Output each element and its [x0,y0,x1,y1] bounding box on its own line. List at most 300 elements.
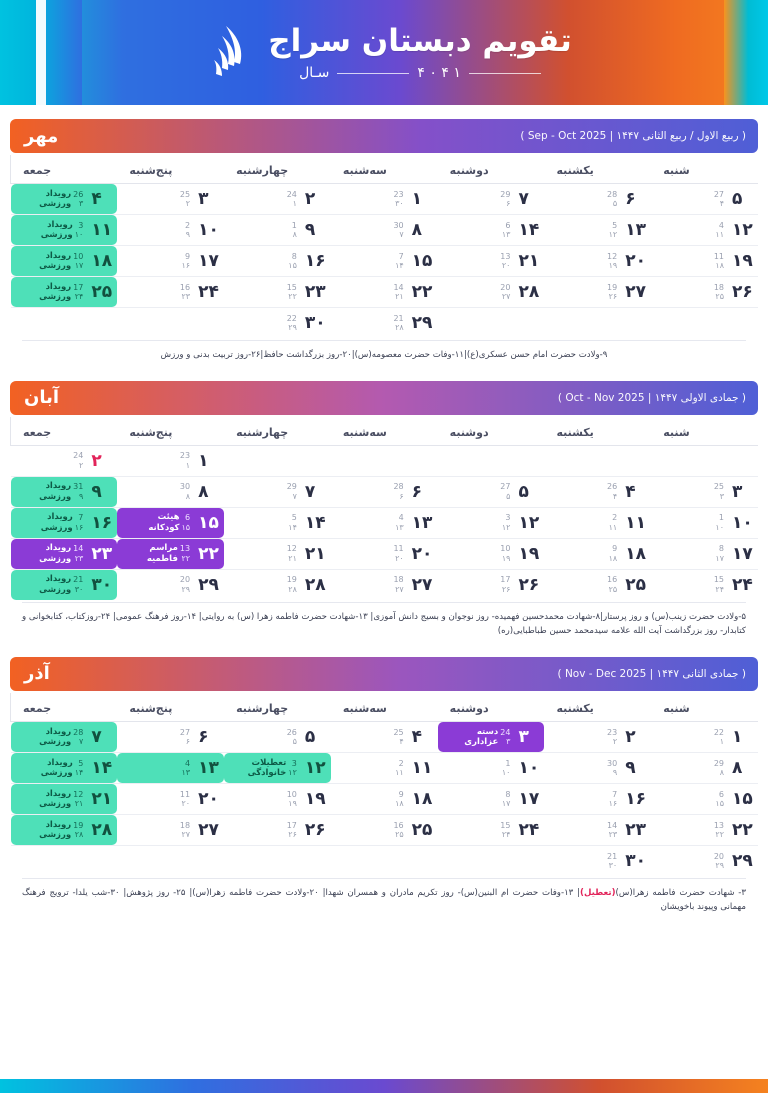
day-cell[interactable] [11,538,118,569]
day-cell[interactable] [651,476,758,507]
day-cell[interactable] [11,721,118,752]
day-cell[interactable] [438,184,545,215]
day-cell-inner [651,446,758,476]
day-cell-inner [331,246,438,276]
day-cell[interactable] [331,845,438,876]
day-number-jalali: ۲۳ [304,282,326,302]
day-cell[interactable] [651,246,758,277]
month-table [10,693,758,876]
day-cell[interactable] [331,507,438,538]
day-cell[interactable] [438,783,545,814]
day-number-jalali: ۵ [304,726,316,747]
day-number-jalali: ۷ [91,726,102,747]
day-number-jalali: ۱۷ [732,543,753,564]
day-cell[interactable] [11,215,118,246]
day-cell[interactable] [651,308,758,339]
day-cell[interactable] [331,783,438,814]
day-cell-inner [331,184,438,214]
month-notes-holiday-tag: (تعطیل) [580,887,616,898]
day-cell-inner [438,815,545,845]
day-cell[interactable] [224,814,331,845]
week-row [11,814,759,845]
day-event-label: رویداد ورزشی [39,726,72,747]
day-number-secondary: 26 ۳ [73,189,84,208]
week-row [11,569,759,600]
weekday-header: دوشنبه [438,417,545,446]
day-number-secondary: 28 ۶ [393,482,404,501]
day-cell-inner [224,846,331,876]
week-row [11,445,759,476]
day-cell-inner [224,446,331,476]
day-cell-inner [544,570,651,600]
day-cell-inner [331,722,438,752]
day-cell-inner [117,846,224,876]
day-cell[interactable] [11,569,118,600]
day-number-secondary: 1 ۸ [291,220,297,239]
month-notes: ۹-ولادت حضرت امام حسن عسکری(ع)|۱۱-وفات حضرت معصومه(س)|۲۰-روز بزرگداشت حافظ|۲۶-روز تربیت بدنی و ورزش [160,350,608,360]
day-cell[interactable] [224,476,331,507]
day-cell-inner [438,753,545,783]
day-number-jalali: ۱۱ [411,757,433,778]
day-cell-inner [544,753,651,783]
day-number-secondary: 21 ۳۰ [73,575,84,594]
day-number-jalali: ۱۶ [304,251,326,271]
day-cell[interactable] [224,507,331,538]
day-cell-inner [651,277,758,307]
day-number-secondary: 16 ۲۳ [179,282,191,301]
day-cell-inner [331,846,438,876]
day-cell[interactable] [117,215,224,246]
day-cell-inner [11,308,118,338]
day-cell[interactable] [331,308,438,339]
day-number-jalali: ۱۸ [91,251,113,271]
day-number-secondary: 7 ۱۶ [74,513,84,532]
year-label: سـال [299,65,330,82]
day-number-secondary: 28 ۵ [607,189,618,208]
day-cell-inner [438,784,545,814]
day-number-secondary: 10 ۱۷ [73,251,84,270]
day-number-secondary: 5 ۱۴ [74,758,84,777]
day-cell-inner [544,246,651,276]
day-cell[interactable] [224,783,331,814]
day-cell[interactable] [117,814,224,845]
day-number-jalali: ۴ [411,726,423,747]
day-cell[interactable] [11,308,118,339]
day-event-label: رویداد ورزشی [39,281,72,302]
day-cell[interactable] [224,752,331,783]
month-subtitle: ( ربیع الاول / ربیع الثانی ۱۴۴۷ | Sep - Oct 2025 ) [520,130,746,142]
day-number-secondary: 12 ۲۱ [73,789,84,808]
day-cell[interactable] [544,538,651,569]
day-cell-inner [224,815,331,845]
day-cell[interactable] [11,507,118,538]
day-cell[interactable] [117,277,224,308]
day-cell[interactable] [544,569,651,600]
day-cell[interactable] [651,783,758,814]
day-number-secondary: 9 ۱۶ [181,251,191,270]
weekday-header: چهارشنبه [224,155,331,184]
weekday-header: پنج‌شنبه [117,693,224,722]
day-cell[interactable] [651,215,758,246]
day-number-jalali: ۱۳ [625,220,646,240]
day-cell[interactable] [331,814,438,845]
month-name: مهر [24,125,59,147]
day-cell[interactable] [544,845,651,876]
day-cell[interactable] [11,845,118,876]
day-cell[interactable] [438,538,545,569]
day-cell[interactable] [11,277,118,308]
day-cell[interactable] [117,308,224,339]
day-cell[interactable] [117,538,224,569]
day-cell[interactable] [651,445,758,476]
day-number-secondary: 3 ۱۲ [288,758,297,777]
day-cell[interactable] [331,215,438,246]
day-cell-inner [438,508,545,538]
day-cell[interactable] [331,721,438,752]
day-cell[interactable] [331,184,438,215]
day-number-secondary: 20 ۲۹ [179,575,191,594]
day-number-secondary: 14 ۲۱ [393,282,404,301]
day-cell[interactable] [331,752,438,783]
day-number-jalali: ۹ [91,481,102,502]
day-number-jalali: ۸ [411,220,423,240]
day-number-secondary: 15 ۲۲ [286,282,297,301]
weekday-header: شنبه [651,693,758,722]
day-cell-inner [331,570,438,600]
day-number-secondary: 30 ۹ [607,758,618,777]
weekday-header-row [11,693,759,722]
weekday-header: دوشنبه [438,693,545,722]
weekday-header: یکشنبه [544,693,651,722]
day-cell-event [11,477,118,507]
day-number-secondary: 24 ۲ [73,451,84,470]
day-number-secondary: 27 ۶ [179,727,191,746]
month-header [10,119,758,153]
day-cell[interactable] [117,569,224,600]
day-cell-inner [438,539,545,569]
day-number-secondary: 7 ۱۴ [395,251,404,270]
day-cell[interactable] [224,184,331,215]
day-number-secondary: 26 ۵ [286,727,297,746]
day-cell[interactable] [224,845,331,876]
month-block [10,119,758,367]
day-cell[interactable] [438,721,545,752]
day-cell[interactable] [117,476,224,507]
month-name: آذر [24,663,50,685]
day-cell[interactable] [651,569,758,600]
day-cell[interactable] [11,783,118,814]
page-header [0,0,768,105]
title-block [268,24,572,82]
day-number-jalali: ۱۸ [625,543,646,564]
day-cell[interactable] [224,215,331,246]
month-notes: ۵-ولادت حضرت زینب(س) و روز پرستار|۸-شهادت محمدحسین فهمیده- روز نوجوان و بسیج دانش آموزی| ۱۳-شهادت حضرت فاطمه زهرا (س) به روایتی| ۱۴-روز فرهنگ عمومی| ۲۴-روزکتاب، کتابخوانی و کتابدار- روز بزرگداشت آیت الله علامه سیدمحمد حسین طباطبایی(ره) [22,611,746,637]
day-number-secondary: 8 ۱۵ [288,251,297,270]
day-event-label: رویداد ورزشی [40,219,73,240]
day-cell-inner [651,784,758,814]
day-cell-event [11,539,118,569]
day-cell[interactable] [117,845,224,876]
week-row [11,277,759,308]
day-cell-inner [438,277,545,307]
day-cell[interactable] [224,246,331,277]
day-cell[interactable] [651,507,758,538]
day-number-secondary: 4 ۱۳ [181,758,191,777]
day-number-jalali: ۱۰ [518,757,540,778]
day-cell[interactable] [117,721,224,752]
day-number-secondary: 28 ۷ [73,727,84,746]
day-cell[interactable] [331,476,438,507]
day-cell[interactable] [438,507,545,538]
day-cell-event [11,722,118,752]
day-cell[interactable] [117,445,224,476]
week-row [11,783,759,814]
day-cell[interactable] [11,184,118,215]
day-cell[interactable] [544,507,651,538]
day-cell[interactable] [438,569,545,600]
day-cell[interactable] [544,783,651,814]
weekday-header-row [11,155,759,184]
day-cell[interactable] [438,246,545,277]
day-cell[interactable] [331,569,438,600]
day-cell[interactable] [438,215,545,246]
day-cell[interactable] [438,308,545,339]
month-subtitle: ( جمادی الاولی ۱۴۴۷ | Oct - Nov 2025 ) [557,391,746,404]
month-block [10,657,758,919]
day-cell[interactable] [544,814,651,845]
day-number-secondary: 14 ۲۳ [607,820,618,839]
day-cell-inner [331,277,438,307]
week-row [11,538,759,569]
day-number-jalali: ۶ [198,726,209,747]
day-cell-inner [117,570,224,600]
day-number-jalali: ۲۹ [198,574,219,595]
day-number-jalali: ۶ [625,189,636,209]
day-cell-inner [331,753,438,783]
day-number-secondary: 23 ۳۰ [393,189,404,208]
day-number-secondary: 11 ۲۰ [179,789,191,808]
day-number-jalali: ۲۲ [198,543,219,564]
weekday-header: دوشنبه [438,155,545,184]
month-name: آبان [24,387,60,409]
seraj-leaf-logo-icon [196,22,252,84]
day-cell-event [117,539,224,569]
day-cell-inner [331,446,438,476]
day-number-jalali: ۱۵ [198,512,219,533]
day-cell[interactable] [544,445,651,476]
week-row [11,308,759,339]
day-number-secondary: 8 ۱۷ [715,544,724,563]
day-cell[interactable] [544,184,651,215]
day-number-secondary: 22 ۱ [713,727,724,746]
day-number-jalali: ۱۳ [198,757,219,778]
day-number-secondary: 13 ۲۲ [713,820,724,839]
day-cell[interactable] [438,814,545,845]
day-cell[interactable] [438,845,545,876]
day-number-secondary: 18 ۲۷ [393,575,404,594]
day-number-secondary: 12 ۱۹ [607,251,618,270]
day-number-secondary: 29 ۷ [286,482,297,501]
day-cell-inner [438,184,545,214]
day-number-jalali: ۱۰ [732,512,753,533]
day-number-jalali: ۱۵ [732,788,753,809]
day-cell-inner [651,815,758,845]
day-number-secondary: 21 ۳۰ [607,851,618,870]
day-cell[interactable] [438,752,545,783]
day-cell[interactable] [544,752,651,783]
day-cell-event [224,753,331,783]
day-number-jalali: ۲۰ [625,251,646,271]
day-cell-inner [224,215,331,245]
day-cell[interactable] [331,445,438,476]
day-cell[interactable] [438,277,545,308]
day-number-secondary: 17 ۲۶ [286,820,297,839]
day-cell-inner [117,815,224,845]
day-cell-inner [651,753,758,783]
day-cell[interactable] [651,721,758,752]
day-number-jalali: ۱۸ [411,788,433,809]
day-cell-inner [224,246,331,276]
day-cell[interactable] [224,277,331,308]
day-cell[interactable] [11,814,118,845]
day-number-jalali: ۲۷ [625,282,646,302]
day-number-jalali: ۱۲ [732,220,753,240]
day-cell-inner [438,308,545,338]
day-number-secondary: 31 ۹ [73,482,84,501]
day-cell-inner [438,846,545,876]
day-cell[interactable] [651,845,758,876]
day-number-jalali: ۳ [732,481,743,502]
day-event-label: رویداد ورزشی [39,819,72,840]
weekday-header: پنج‌شنبه [117,417,224,446]
day-cell-inner [544,277,651,307]
day-cell[interactable] [224,569,331,600]
month-notes-post: | ۱۳-وفات حضرت ام البنین(س)- روز تکریم مادران و همسران شهدا| ۲۰-ولادت حضرت فاطمه زهرا(س)| ۲۵- روز پژوهش| ۳۰-شب یلدا- ترویج فرهنگ مهمانی وپیوند باخویشان [22,887,746,913]
day-number-secondary: 10 ۱۹ [286,789,297,808]
day-number-jalali: ۲۲ [732,819,753,840]
day-cell[interactable] [11,246,118,277]
day-cell-inner [438,570,545,600]
day-number-jalali: ۴ [625,481,636,502]
day-cell[interactable] [651,752,758,783]
day-cell[interactable] [11,752,118,783]
day-cell[interactable] [544,308,651,339]
day-event-label: رویداد ورزشی [39,574,72,595]
day-cell[interactable] [117,184,224,215]
day-cell[interactable] [544,476,651,507]
day-number-jalali: ۱۵ [411,251,433,271]
day-number-jalali: ۱۲ [518,512,540,533]
day-cell-inner [224,722,331,752]
day-number-jalali: ۲۴ [198,282,219,302]
day-cell-inner [117,246,224,276]
weekday-header: چهارشنبه [224,417,331,446]
day-cell[interactable] [11,476,118,507]
day-cell-inner [651,308,758,338]
day-cell[interactable] [651,538,758,569]
weekday-header: چهارشنبه [224,693,331,722]
day-cell-inner [544,508,651,538]
year-row [268,65,572,81]
day-cell-inner [544,784,651,814]
day-number-secondary: 2 ۹ [185,220,191,239]
day-cell[interactable] [224,538,331,569]
day-cell-inner [438,477,545,507]
day-cell[interactable] [544,246,651,277]
day-cell-inner [331,539,438,569]
day-cell-inner [331,784,438,814]
day-number-secondary: 24 ۱ [286,189,297,208]
day-cell-inner [651,508,758,538]
weekday-header: سه‌شنبه [331,417,438,446]
month-table [10,155,758,338]
header-left-stripe [0,0,82,105]
day-cell-inner [117,277,224,307]
day-cell-event [11,246,118,276]
day-number-jalali: ۱ [732,726,743,747]
day-cell[interactable] [117,507,224,538]
day-cell[interactable] [651,184,758,215]
day-cell[interactable] [331,246,438,277]
day-number-jalali: ۳۰ [625,850,646,871]
day-cell-inner [224,277,331,307]
day-cell-inner [544,446,651,476]
day-number-jalali: ۷ [518,189,529,209]
day-cell-inner [651,184,758,214]
week-row [11,845,759,876]
day-cell[interactable] [224,308,331,339]
day-number-secondary: 14 ۲۳ [73,544,84,563]
day-cell[interactable] [438,476,545,507]
day-number-secondary: 9 ۱۸ [395,789,404,808]
day-cell[interactable] [331,277,438,308]
month-header [10,381,758,415]
day-cell[interactable] [224,445,331,476]
day-number-jalali: ۸ [198,481,209,502]
page-title: تقویم دبستان سراج [268,22,572,59]
day-number-secondary: 6 ۱۵ [181,513,191,532]
day-cell[interactable] [651,277,758,308]
day-cell[interactable] [11,445,118,476]
day-cell[interactable] [117,246,224,277]
day-cell[interactable] [117,752,224,783]
day-cell[interactable] [544,277,651,308]
day-number-secondary: 20 ۲۷ [500,282,511,301]
day-cell[interactable] [438,445,545,476]
day-number-jalali: ۲۸ [518,282,540,302]
day-number-jalali: ۱۶ [625,788,646,809]
day-cell-inner [117,215,224,245]
day-number-jalali: ۹ [304,220,316,240]
day-cell[interactable] [224,721,331,752]
week-row [11,215,759,246]
day-cell[interactable] [544,721,651,752]
day-number-jalali: ۶ [411,481,423,502]
day-cell[interactable] [544,215,651,246]
day-cell-inner [544,477,651,507]
day-number-secondary: 16 ۲۵ [607,575,618,594]
day-number-jalali: ۱ [411,189,423,209]
months-container [0,119,768,919]
day-cell-inner [117,446,224,476]
day-number-jalali: ۲ [304,189,316,209]
day-cell[interactable] [651,814,758,845]
day-cell-inner [331,215,438,245]
day-cell[interactable] [117,783,224,814]
day-number-secondary: 6 ۱۵ [715,789,724,808]
weekday-header: سه‌شنبه [331,155,438,184]
day-cell[interactable] [331,538,438,569]
